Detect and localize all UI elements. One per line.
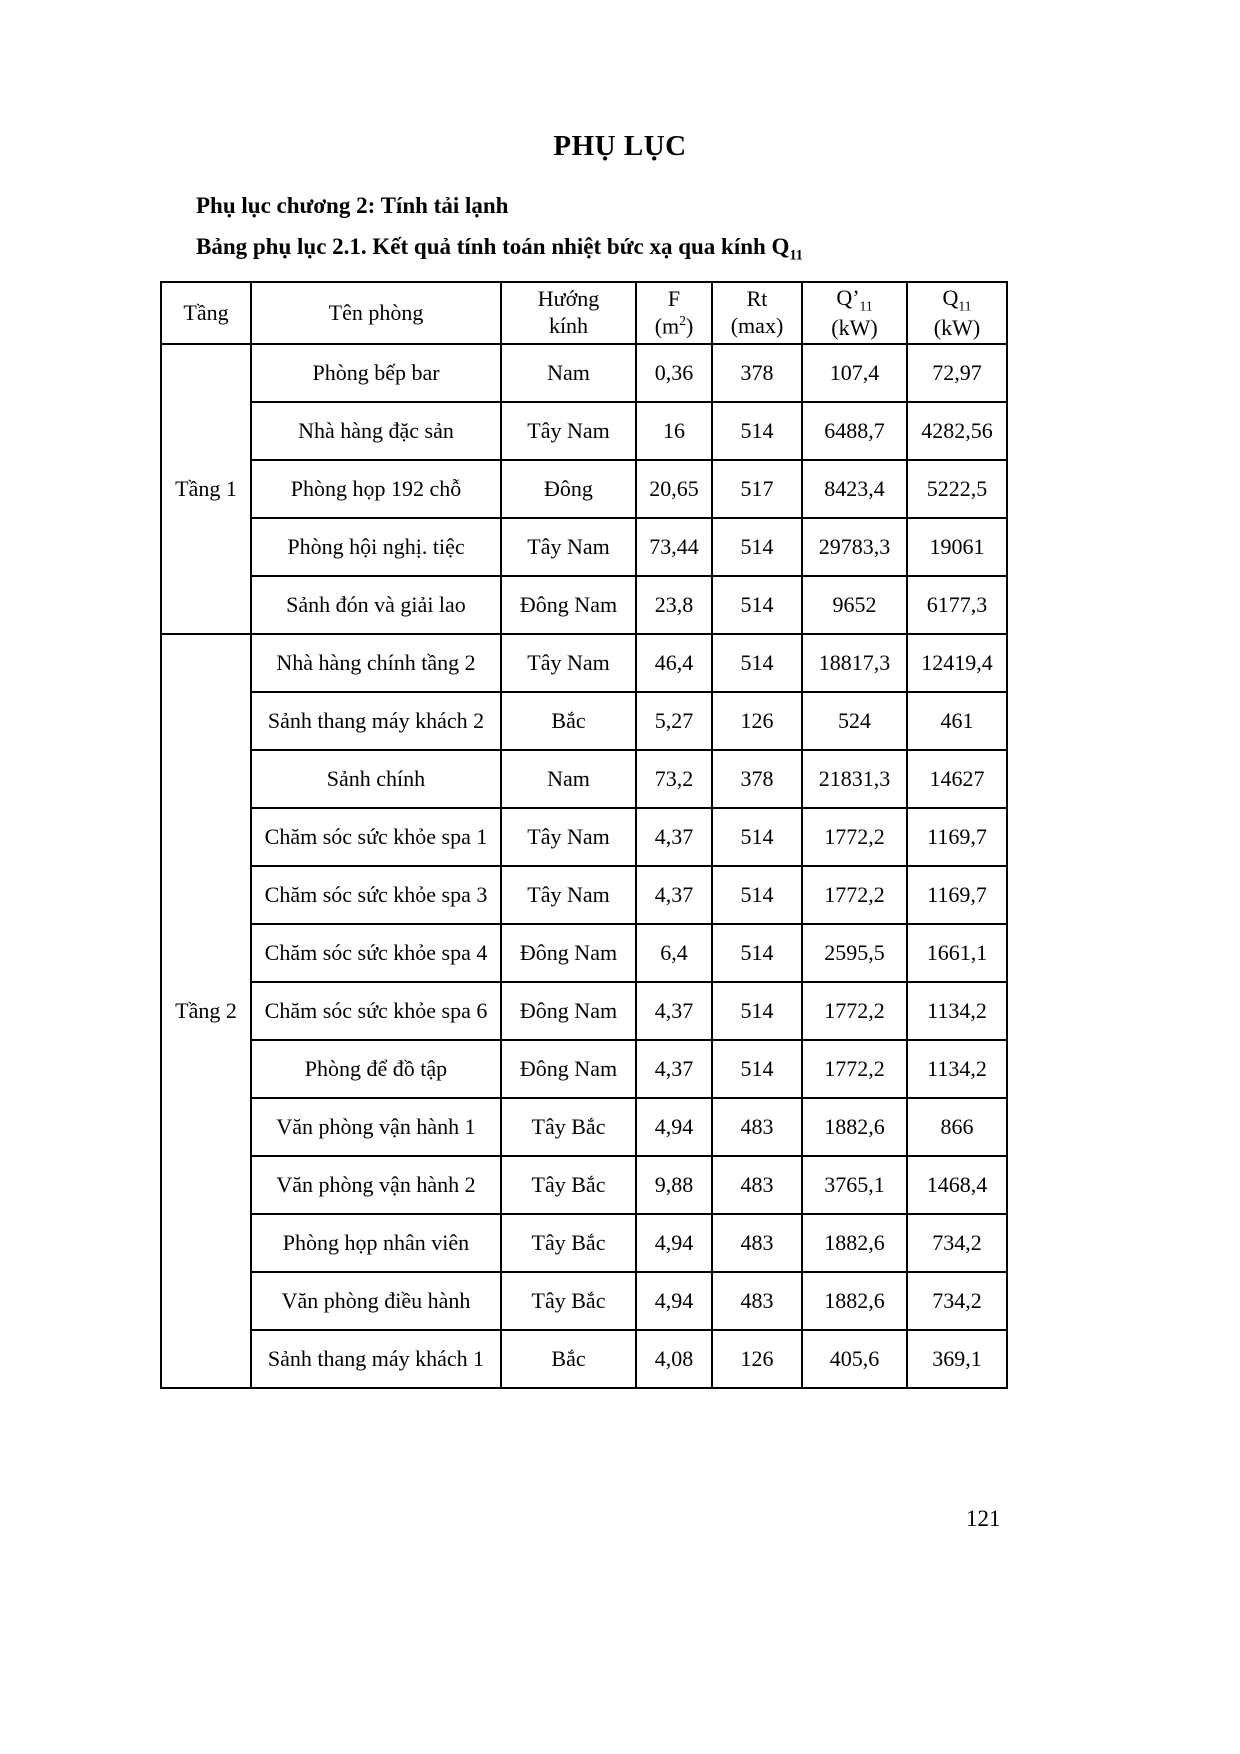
cell-rt: 378 — [712, 750, 802, 808]
cell-q: 1169,7 — [907, 866, 1007, 924]
cell-f: 20,65 — [636, 460, 712, 518]
cell-direction: Nam — [501, 750, 636, 808]
cell-room: Chăm sóc sức khỏe spa 1 — [251, 808, 501, 866]
cell-rt: 514 — [712, 402, 802, 460]
cell-q-prime: 2595,5 — [802, 924, 907, 982]
cell-f: 4,37 — [636, 808, 712, 866]
cell-rt: 517 — [712, 460, 802, 518]
page-title: PHỤ LỤC — [553, 130, 687, 162]
cell-f: 16 — [636, 402, 712, 460]
cell-rt: 514 — [712, 924, 802, 982]
header-q-prime-base: Q’ — [836, 284, 860, 310]
header-rt-symbol: Rt — [746, 286, 768, 312]
table-row — [161, 1272, 1007, 1330]
cell-rt: 514 — [712, 1040, 802, 1098]
header-area-unit-open: (m — [654, 313, 680, 339]
cell-q: 734,2 — [907, 1214, 1007, 1272]
header-rt-unit: (max) — [730, 313, 784, 339]
cell-q: 14627 — [907, 750, 1007, 808]
header-area-symbol: F — [667, 286, 681, 312]
cell-direction: Tây Nam — [501, 808, 636, 866]
cell-rt: 514 — [712, 808, 802, 866]
header-q-base: Q — [942, 284, 959, 310]
cell-rt: 126 — [712, 692, 802, 750]
header-area-unit-sup: 2 — [679, 312, 686, 328]
cell-q: 1661,1 — [907, 924, 1007, 982]
cell-q-prime: 107,4 — [802, 344, 907, 402]
cell-rt: 514 — [712, 518, 802, 576]
cell-room: Văn phòng vận hành 1 — [251, 1098, 501, 1156]
cell-room: Chăm sóc sức khỏe spa 4 — [251, 924, 501, 982]
column-header-floor: Tầng — [161, 282, 251, 345]
cell-room: Nhà hàng đặc sản — [251, 402, 501, 460]
cell-f: 4,37 — [636, 866, 712, 924]
table-row — [161, 692, 1007, 750]
cell-floor: Tầng 1 — [161, 344, 251, 634]
cell-room: Sảnh thang máy khách 2 — [251, 692, 501, 750]
cell-direction: Tây Bắc — [501, 1214, 636, 1272]
cell-f: 4,37 — [636, 982, 712, 1040]
cell-rt: 126 — [712, 1330, 802, 1388]
cell-q-prime: 1772,2 — [802, 982, 907, 1040]
cell-direction: Đông Nam — [501, 1040, 636, 1098]
radiation-table — [160, 281, 1008, 1390]
cell-room: Phòng hội nghị. tiệc — [251, 518, 501, 576]
cell-direction: Bắc — [501, 1330, 636, 1388]
cell-q-prime: 3765,1 — [802, 1156, 907, 1214]
cell-f: 73,2 — [636, 750, 712, 808]
cell-direction: Nam — [501, 344, 636, 402]
header-direction-line2: kính — [548, 313, 589, 339]
cell-q: 1468,4 — [907, 1156, 1007, 1214]
cell-q-prime: 9652 — [802, 576, 907, 634]
table-row — [161, 1156, 1007, 1214]
table-row — [161, 518, 1007, 576]
cell-q: 1134,2 — [907, 1040, 1007, 1098]
cell-f: 23,8 — [636, 576, 712, 634]
cell-q: 1134,2 — [907, 982, 1007, 1040]
table-row — [161, 402, 1007, 460]
cell-rt: 514 — [712, 576, 802, 634]
cell-q: 19061 — [907, 518, 1007, 576]
page-number: 121 — [966, 1506, 1001, 1531]
cell-q-prime: 405,6 — [802, 1330, 907, 1388]
table-row — [161, 576, 1007, 634]
table-row — [161, 634, 1007, 692]
table-row — [161, 1040, 1007, 1098]
table-row — [161, 808, 1007, 866]
cell-q-prime: 1882,6 — [802, 1214, 907, 1272]
table-row — [161, 750, 1007, 808]
column-header-q — [907, 282, 1007, 345]
column-header-area — [636, 282, 712, 345]
cell-f: 5,27 — [636, 692, 712, 750]
cell-f: 4,37 — [636, 1040, 712, 1098]
cell-q-prime: 1882,6 — [802, 1272, 907, 1330]
cell-room: Phòng để đồ tập — [251, 1040, 501, 1098]
cell-room: Phòng họp nhân viên — [251, 1214, 501, 1272]
cell-room: Phòng họp 192 chỗ — [251, 460, 501, 518]
table-row — [161, 1330, 1007, 1388]
cell-room: Chăm sóc sức khỏe spa 3 — [251, 866, 501, 924]
cell-direction: Tây Bắc — [501, 1272, 636, 1330]
cell-room: Văn phòng điều hành — [251, 1272, 501, 1330]
column-header-direction — [501, 282, 636, 345]
cell-q: 369,1 — [907, 1330, 1007, 1388]
cell-direction: Tây Nam — [501, 866, 636, 924]
cell-rt: 378 — [712, 344, 802, 402]
cell-q-prime: 18817,3 — [802, 634, 907, 692]
cell-q: 461 — [907, 692, 1007, 750]
cell-q: 72,97 — [907, 344, 1007, 402]
cell-room: Chăm sóc sức khỏe spa 6 — [251, 982, 501, 1040]
cell-floor: Tầng 2 — [161, 634, 251, 1388]
table-caption-text: Bảng phụ lục 2.1. Kết quả tính toán nhiệt bức xạ qua kính Q — [196, 234, 790, 259]
table-row — [161, 1098, 1007, 1156]
cell-q-prime: 6488,7 — [802, 402, 907, 460]
cell-q-prime: 1882,6 — [802, 1098, 907, 1156]
column-header-room: Tên phòng — [251, 282, 501, 345]
cell-direction: Tây Nam — [501, 634, 636, 692]
cell-q-prime: 524 — [802, 692, 907, 750]
header-q-subscript: 11 — [958, 297, 972, 313]
cell-room: Phòng bếp bar — [251, 344, 501, 402]
column-header-rt — [712, 282, 802, 345]
cell-rt: 514 — [712, 634, 802, 692]
cell-room: Sảnh chính — [251, 750, 501, 808]
cell-rt: 483 — [712, 1272, 802, 1330]
cell-q: 1169,7 — [907, 808, 1007, 866]
cell-f: 0,36 — [636, 344, 712, 402]
header-row — [161, 282, 1007, 345]
cell-direction: Tây Bắc — [501, 1098, 636, 1156]
cell-rt: 483 — [712, 1156, 802, 1214]
cell-f: 4,08 — [636, 1330, 712, 1388]
cell-direction: Bắc — [501, 692, 636, 750]
cell-direction: Tây Nam — [501, 402, 636, 460]
cell-direction: Đông Nam — [501, 576, 636, 634]
cell-room: Nhà hàng chính tầng 2 — [251, 634, 501, 692]
cell-room: Sảnh đón và giải lao — [251, 576, 501, 634]
cell-direction: Đông — [501, 460, 636, 518]
table-body — [161, 344, 1007, 1388]
cell-q-prime: 1772,2 — [802, 808, 907, 866]
section-heading: Phụ lục chương 2: Tính tải lạnh — [196, 193, 509, 218]
cell-q: 12419,4 — [907, 634, 1007, 692]
header-q-prime-unit: (kW) — [831, 314, 878, 340]
cell-room: Văn phòng vận hành 2 — [251, 1156, 501, 1214]
cell-f: 73,44 — [636, 518, 712, 576]
cell-rt: 483 — [712, 1214, 802, 1272]
cell-room: Sảnh thang máy khách 1 — [251, 1330, 501, 1388]
column-header-q-prime — [802, 282, 907, 345]
cell-q: 734,2 — [907, 1272, 1007, 1330]
cell-q: 4282,56 — [907, 402, 1007, 460]
cell-rt: 514 — [712, 866, 802, 924]
cell-f: 4,94 — [636, 1272, 712, 1330]
cell-q: 6177,3 — [907, 576, 1007, 634]
header-direction-line1: Hướng — [537, 286, 600, 312]
cell-f: 4,94 — [636, 1098, 712, 1156]
cell-rt: 483 — [712, 1098, 802, 1156]
cell-q-prime: 1772,2 — [802, 866, 907, 924]
cell-q-prime: 8423,4 — [802, 460, 907, 518]
table-caption-subscript: 11 — [789, 247, 803, 264]
cell-q-prime: 21831,3 — [802, 750, 907, 808]
table-row — [161, 344, 1007, 402]
cell-rt: 514 — [712, 982, 802, 1040]
cell-f: 6,4 — [636, 924, 712, 982]
header-area-unit-close: ) — [685, 313, 694, 339]
cell-direction: Tây Bắc — [501, 1156, 636, 1214]
cell-f: 46,4 — [636, 634, 712, 692]
cell-direction: Tây Nam — [501, 518, 636, 576]
cell-direction: Đông Nam — [501, 924, 636, 982]
cell-f: 9,88 — [636, 1156, 712, 1214]
cell-direction: Đông Nam — [501, 982, 636, 1040]
table-row — [161, 924, 1007, 982]
header-q-prime-subscript: 11 — [859, 297, 873, 313]
cell-q: 866 — [907, 1098, 1007, 1156]
table-row — [161, 460, 1007, 518]
cell-q-prime: 1772,2 — [802, 1040, 907, 1098]
table-row — [161, 1214, 1007, 1272]
cell-q: 5222,5 — [907, 460, 1007, 518]
table-row — [161, 982, 1007, 1040]
table-row — [161, 866, 1007, 924]
cell-q-prime: 29783,3 — [802, 518, 907, 576]
header-q-unit: (kW) — [933, 314, 981, 340]
cell-f: 4,94 — [636, 1214, 712, 1272]
table-caption — [196, 234, 1240, 265]
